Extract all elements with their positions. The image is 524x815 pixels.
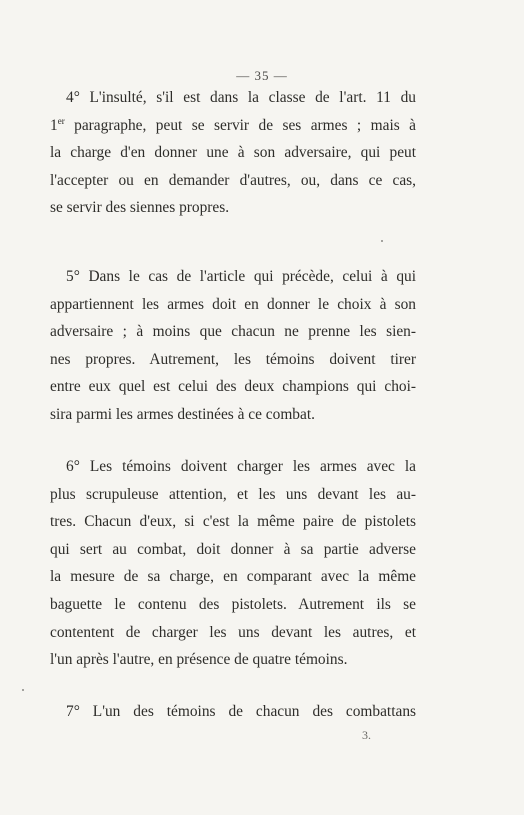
text-line: appartiennent les armes doit en donner le choix à son xyxy=(50,295,416,313)
page-number: — 35 — xyxy=(236,68,288,83)
text-line: entre eux quel est celui des deux champions qui choi- xyxy=(50,378,416,396)
text-line: sira parmi les armes destinées à ce combat. xyxy=(50,405,315,423)
text-line: l'un après l'autre, en présence de quatre témoins. xyxy=(50,651,348,669)
text-line: la charge d'en donner une à son adversaire, qui peut xyxy=(50,144,416,162)
text-line: se servir des siennes propres. xyxy=(50,199,230,217)
paper-speck xyxy=(22,689,24,691)
paper-speck xyxy=(381,240,383,242)
text-line: qui sert au combat, doit donner à sa partie adverse xyxy=(50,540,416,558)
text-line: 1er paragraphe, peut se servir de ses armes ; mais à xyxy=(50,115,416,134)
text-line: plus scrupuleuse attention, et les uns devant les au- xyxy=(50,485,416,503)
text-line: 4° L'insulté, s'il est dans la classe de l'art. 11 du xyxy=(66,89,416,106)
paragraph-article-5 xyxy=(50,263,416,429)
text-line: 7° L'un des témoins de chacun des combattans xyxy=(66,703,416,720)
text-line: contentent de charger les uns devant les autres, et xyxy=(50,623,416,641)
text-line: tres. Chacun d'eux, si c'est la même paire de pistolets xyxy=(50,513,416,531)
text-line: adversaire ; à moins que chacun ne prenne les sien- xyxy=(50,323,416,341)
paragraph-article-6 xyxy=(50,453,416,674)
text-line: nes propres. Autrement, les témoins doivent tirer xyxy=(50,350,416,368)
paragraph-article-4 xyxy=(50,84,416,222)
paragraph-article-7 xyxy=(50,698,416,726)
text-line: 5° Dans le cas de l'article qui précède, celui à qui xyxy=(66,268,416,285)
text-line: la mesure de sa charge, en comparant avec la même xyxy=(50,568,416,586)
signature-mark: 3. xyxy=(362,728,371,742)
text-line: l'accepter ou en demander d'autres, ou, dans ce cas, xyxy=(50,171,416,189)
superscript-ordinal: er xyxy=(57,115,65,126)
text-line: baguette le contenu des pistolets. Autrement ils se xyxy=(50,595,416,613)
text-line: 6° Les témoins doivent charger les armes avec la xyxy=(66,458,416,475)
